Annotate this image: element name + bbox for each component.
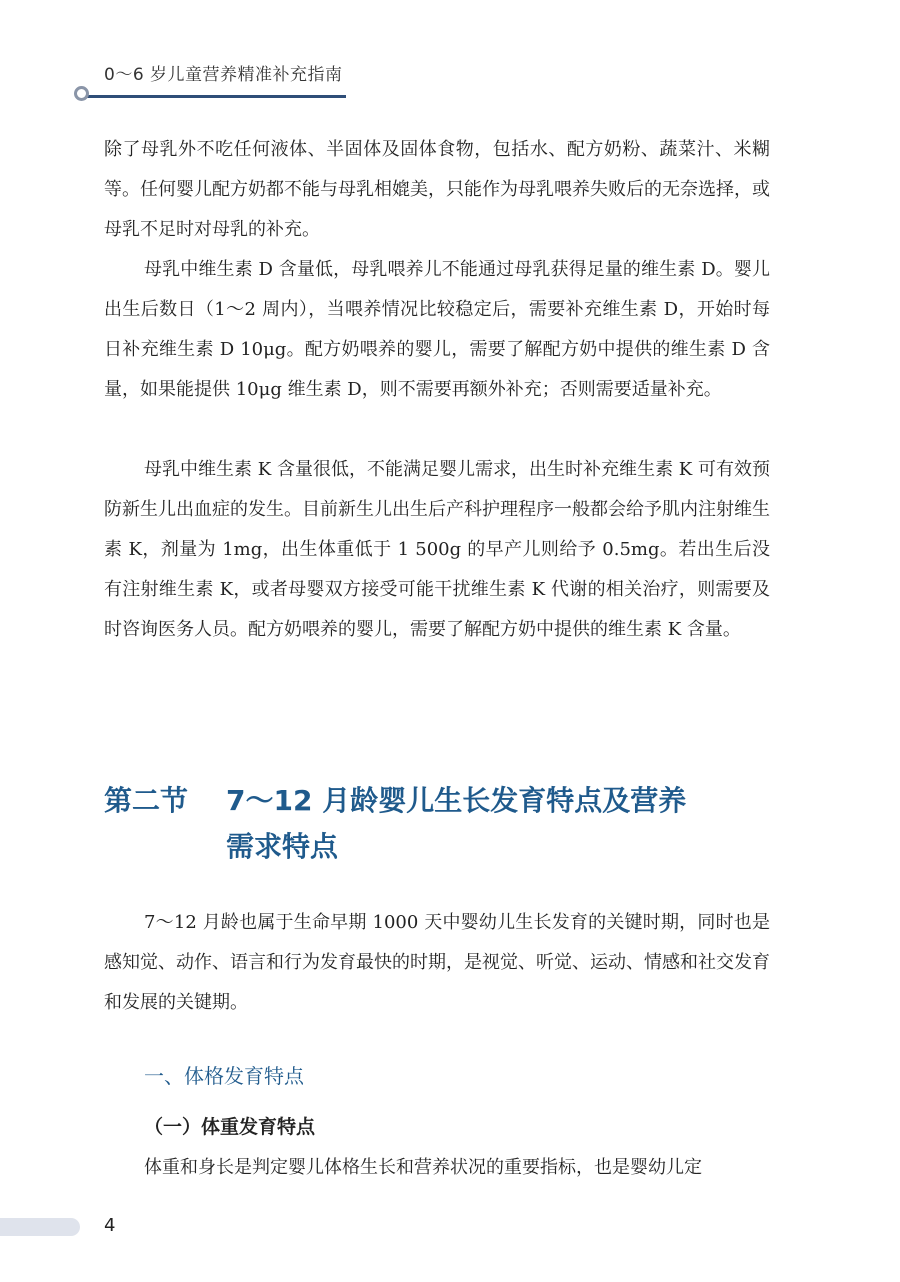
section-title-line-1: 7～12 月龄婴儿生长发育特点及营养 bbox=[226, 784, 687, 817]
header-rule bbox=[84, 95, 346, 98]
subsubheading-weight-development: （一）体重发育特点 bbox=[144, 1116, 316, 1138]
subheading-physical-development: 一、体格发育特点 bbox=[144, 1064, 304, 1088]
paragraph-2: 母乳中维生素 D 含量低，母乳喂养儿不能通过母乳获得足量的维生素 D。婴儿出生后数日（1～2 周内），当喂养情况比较稳定后，需要补充维生素 D，开始时每日补充维生素 D 10μg。配方奶喂养的婴儿，需要了解配方奶中提供的维生素 D 含量，如果能提供 10μg 维生素 D，则不需要再额外补充；否则需要适量补充。 bbox=[104, 259, 770, 400]
book-title: 0～6 岁儿童营养精准补充指南 bbox=[104, 65, 343, 85]
section-title-line-2: 需求特点 bbox=[226, 830, 339, 863]
section-number: 第二节 bbox=[104, 784, 189, 817]
section-heading bbox=[104, 778, 766, 870]
paragraph-1: 除了母乳外不吃任何液体、半固体及固体食物，包括水、配方奶粉、蔬菜汁、米糊等。任何婴儿配方奶都不能与母乳相媲美，只能作为母乳喂养失败后的无奈选择，或母乳不足时对母乳的补充。 bbox=[104, 139, 770, 240]
paragraph-5: 体重和身长是判定婴儿体格生长和营养状况的重要指标，也是婴幼儿定 bbox=[144, 1157, 702, 1178]
paragraph-4: 7～12 月龄也属于生命早期 1000 天中婴幼儿生长发育的关键时期，同时也是感知觉、动作、语言和行为发育最快的时期，是视觉、听觉、运动、情感和社交发育和发展的关键期。 bbox=[104, 912, 770, 1013]
paragraph-3: 母乳中维生素 K 含量很低，不能满足婴儿需求，出生时补充维生素 K 可有效预防新生儿出血症的发生。目前新生儿出生后产科护理程序一般都会给予肌内注射维生素 K，剂量为 1mg，出生体重低于 1 500g 的早产儿则给予 0.5mg。若出生后没有注射维生素 K，或者母婴双方接受可能干扰维生素 K 代谢的相关治疗，则需要及时咨询医务人员。配方奶喂养的婴儿，需要了解配方奶中提供的维生素 K 含量。 bbox=[104, 459, 770, 640]
section-title bbox=[226, 778, 766, 870]
header-circle-ornament bbox=[74, 86, 89, 101]
page-number: 4 bbox=[104, 1215, 116, 1236]
footer-bar bbox=[0, 1218, 80, 1236]
